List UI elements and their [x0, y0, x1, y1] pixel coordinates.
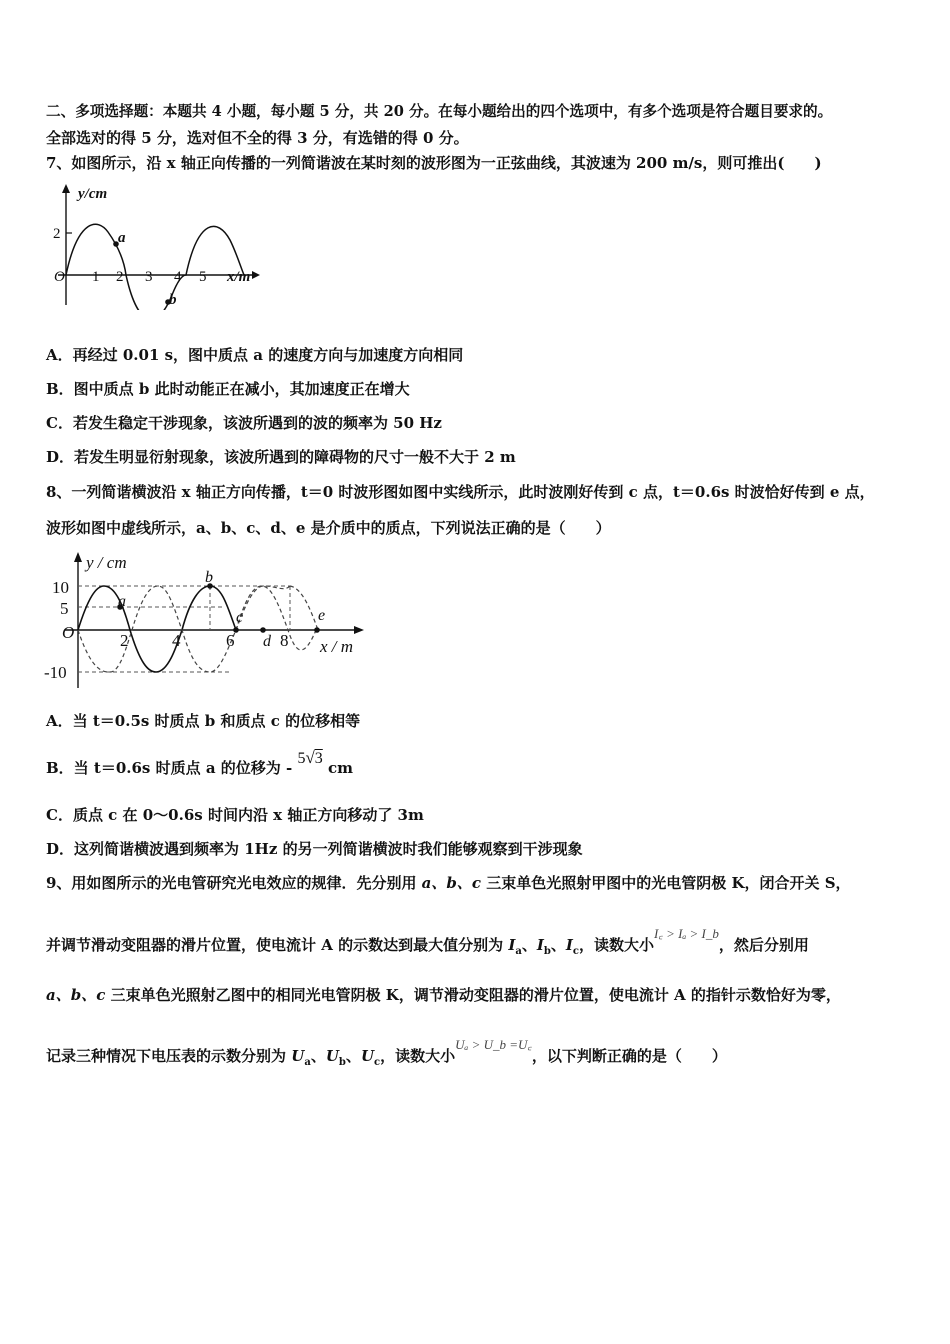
q8-option-c: C．质点 c 在 0～0.6s 时间内沿 x 轴正方向移动了 3m	[46, 806, 424, 824]
q7-label-a: a	[118, 230, 126, 246]
q9-line4: 记录三种情况下电压表的示数分别为 $U_a$、$U_b$、$U_c$，读数大小Uₐ > U_b =U꜀，以下判断正确的是（ ）	[46, 1037, 727, 1068]
q8-wave-figure	[40, 548, 370, 698]
q7-origin: O	[54, 269, 65, 285]
q8-y-tick-neg10: -10	[44, 663, 67, 682]
q7-x-tick-5: 5	[199, 269, 207, 285]
q7-wave-curve	[66, 224, 244, 310]
q8-label-b: b	[205, 569, 213, 586]
q7-wave-figure	[46, 180, 271, 310]
q7-y-label: y/cm	[78, 186, 108, 202]
q8-option-a: A．当 t＝0.5s 时质点 b 和质点 c 的位移相等	[46, 712, 361, 730]
q7-option-d: D．若发生明显衍射现象，该波所遇到的障碍物的尺寸一般不大于 2 m	[46, 448, 516, 466]
q8-x-tick-8: 8	[280, 631, 289, 650]
q8-label-d: d	[263, 633, 271, 650]
section-heading-line1: 二、多项选择题：本题共 4 小题，每小题 5 分，共 20 分。在每小题给出的四个选项中，有多个选项是符合题目要求的。	[46, 103, 833, 120]
q7-x-tick-4: 4	[174, 269, 182, 285]
q7-label-b: b	[169, 292, 177, 308]
q9-line3: a、b、c 三束单色光照射乙图中的相同光电管阴极 K，调节滑动变阻器的滑片位置，使电流计 A 的指针示数恰好为零，	[46, 986, 841, 1004]
q8-option-d: D．这列简谐横波遇到频率为 1Hz 的另一列简谐横波时我们能够观察到干涉现象	[46, 840, 583, 858]
q9-line2: 并调节滑动变阻器的滑片位置，使电流计 A 的示数达到最大值分别为 $I_a$、$I_b$、$I_c$，读数大小I꜀ > Iₐ > I_b，然后分别用	[46, 926, 809, 957]
q8-label-c: c	[236, 609, 244, 626]
q8-option-b-text: B．当 t＝0.6s 时质点 a 的位移为 -	[46, 759, 293, 777]
q8-x-label: x / m	[320, 637, 354, 656]
q8-stem-line2: 波形如图中虚线所示，a、b、c、d、e 是介质中的质点，下列说法正确的是（ ）	[46, 519, 611, 537]
q7-option-c: C．若发生稳定干涉现象，该波所遇到的波的频率为 50 Hz	[46, 414, 442, 432]
q9-current-relation: I꜀ > Iₐ > I_b	[654, 926, 719, 941]
q8-x-tick-4: 4	[172, 631, 181, 650]
q8-point-e	[314, 627, 320, 633]
q7-option-a: A．再经过 0.01 s，图中质点 a 的速度方向与加速度方向相同	[46, 346, 464, 364]
q9-voltage-relation: Uₐ > U_b =U꜀	[455, 1037, 532, 1052]
q8-point-d	[260, 627, 266, 633]
q7-x-arrow	[252, 271, 260, 279]
q8-stem-line1: 8、一列简谐横波沿 x 轴正方向传播，t＝0 时波形图如图中实线所示，此时波刚好传到 c 点，t＝0.6s 时波恰好传到 e 点，	[46, 483, 875, 501]
q7-x-tick-1: 1	[92, 269, 100, 285]
q8-dashed-wave	[78, 586, 316, 672]
q7-x-tick-2: 2	[116, 269, 124, 285]
q8-x-tick-2: 2	[120, 631, 129, 650]
q7-option-b: B．图中质点 b 此时动能正在减小，其加速度正在增大	[46, 380, 410, 398]
q8-solid-wave	[78, 586, 236, 672]
q8-x-tick-6: 6	[226, 631, 235, 650]
q7-y-tick: 2	[53, 226, 61, 242]
q7-stem: 7、如图所示，沿 x 轴正向传播的一列简谐波在某时刻的波形图为一正弦曲线，其波速为 200 m/s，则可推出( )	[46, 154, 822, 172]
q8-label-a: a	[118, 593, 126, 610]
q8-option-b-unit: cm	[328, 759, 354, 777]
q7-x-label: x/m	[227, 269, 251, 285]
q8-option-b-radical: 5√3	[297, 748, 323, 767]
q7-x-tick-3: 3	[145, 269, 153, 285]
q8-label-e: e	[318, 607, 326, 624]
q8-y-label: y / cm	[86, 553, 127, 572]
q8-origin: O	[62, 623, 75, 642]
q8-y-tick-10: 10	[52, 578, 69, 597]
q8-option-b	[46, 748, 354, 779]
q7-y-arrow	[62, 184, 70, 193]
q9-line1: 9、用如图所示的光电管研究光电效应的规律．先分别用 a、b、c 三束单色光照射甲图中的光电管阴极 K，闭合开关 S，	[46, 874, 851, 892]
q8-y-tick-5: 5	[60, 599, 69, 618]
section-heading-line2: 全部选对的得 5 分，选对但不全的得 3 分，有选错的得 0 分。	[46, 129, 469, 147]
